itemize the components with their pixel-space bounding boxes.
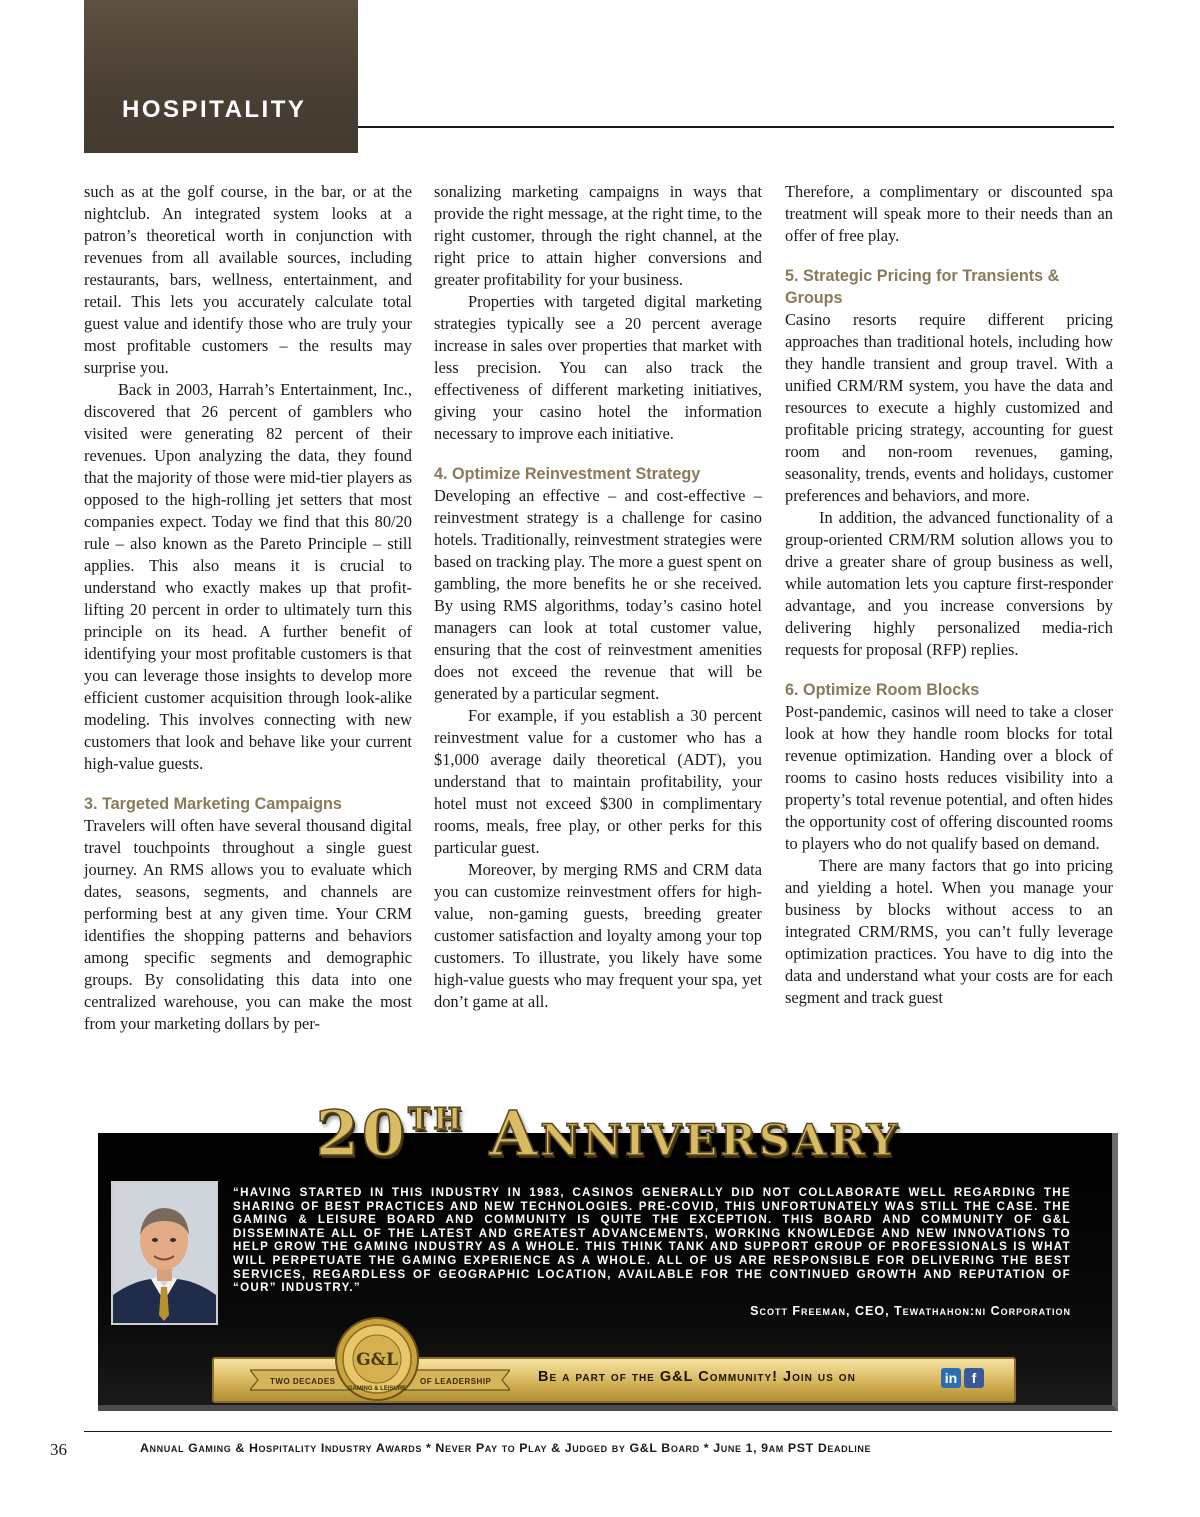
paragraph: Travelers will often have several thousand digital travel touchpoints throughout a single guest journey. An RMS allows you to evaluate which dates, seasons, segments, and channels are performing best at any given time. Your CRM identifies the shopping patterns and behaviors among specific segments and demographic groups. By consolidating this data into one centralized warehouse, you can make the most from your marketing dollars by per-: [84, 816, 412, 1033]
paragraph: Moreover, by merging RMS and CRM data you can customize reinvestment offers for high-value, non-gaming guests, breeding greater customer satisfaction and loyalty among your top customers. To illustrate, you likely have some high-value guests who may frequent your spa, yet don’t game at all.: [434, 860, 762, 1011]
paragraph: sonalizing marketing campaigns in ways that provide the right message, at the right time, to the right customer, through the right channel, at the right price to attain higher conversions and greater profitability for your business.: [434, 182, 762, 289]
column-2: [434, 181, 762, 1013]
paragraph: such as at the golf course, in the bar, or at the nightclub. An integrated system looks at a patron’s theoretical worth in conjunction with revenues from all available sources, including restaurants, bars, wellness, entertainment, and retail. This lets you accurately calculate total guest value and identify those who are truly your most profitable customers – the results may surprise you.: [84, 182, 412, 377]
gl-seal-icon: [334, 1316, 420, 1402]
page-number: 36: [50, 1440, 67, 1459]
portrait-illustration: [113, 1183, 216, 1323]
section-heading-strategic-pricing: 5. Strategic Pricing for Transients & Groups: [785, 267, 1060, 307]
section-tab: [84, 0, 358, 153]
title-suffix: TH: [407, 1102, 465, 1137]
anniversary-title: [238, 1082, 978, 1172]
paragraph: Casino resorts require different pricing approaches than traditional hotels, including how they handle transient and group travel. With a unified CRM/RM system, you have the data and resources to execute a highly customized and profitable pricing strategy, accounting for guest room and non-room revenues, gaming, seasonality, trends, events and holidays, customer preferences and behaviors, and more.: [785, 310, 1113, 505]
portrait-photo: [111, 1181, 218, 1325]
column-1: [84, 181, 412, 1035]
ribbon-right-text: OF LEADERSHIP: [420, 1377, 492, 1386]
seal-ring-text: GAMING & LEISURE: [347, 1386, 407, 1392]
community-cta: Be a part of the G&L Community! Join us on: [538, 1369, 856, 1385]
footer-rule: [84, 1431, 1112, 1432]
paragraph: Therefore, a complimentary or discounted spa treatment will speak more to their needs than an offer of free play.: [785, 182, 1113, 245]
paragraph: Back in 2003, Harrah’s Entertainment, Inc., discovered that 26 percent of gamblers who visited were generating 82 percent of their revenues. Upon analyzing the data, they found that the majority of those were mid-tier players as opposed to the high-rolling jet setters that most companies expect. Today we find that this 80/20 rule – also known as the Pareto Principle – still applies. This also means it is crucial to understand who exactly makes up that profit-lifting 20 percent in order to ultimately turn this principle on its head. A further benefit of identifying your most profitable customers is that you can leverage those insights to develop more efficient customer acquisition through look-alike modeling. This involves connecting with new customers that look and behave like your current high-value guests.: [84, 380, 412, 773]
paragraph: Properties with targeted digital marketing strategies typically see a 20 percent average increase in sales over properties that market with less precision. You can also track the effectiveness of different marketing initiatives, giving your casino hotel the information necessary to improve each initiative.: [434, 292, 762, 443]
seal-text: G&L: [356, 1350, 398, 1370]
ribbon-left-text: TWO DECADES: [270, 1377, 336, 1386]
section-heading-targeted-marketing: 3. Targeted Marketing Campaigns: [84, 795, 342, 813]
paragraph: In addition, the advanced functionality of a group-oriented CRM/RM solution allows you to drive a greater share of group business as well, while automation lets you capture first-responder advantage, and you increase conversions by delivering highly personalized media-rich requests for proposal (RFP) replies.: [785, 508, 1113, 659]
column-3: [785, 181, 1113, 1009]
linkedin-icon[interactable]: in: [941, 1368, 961, 1388]
paragraph: Developing an effective – and cost-effective – reinvestment strategy is a challenge for casino hotels. Traditionally, reinvestment strategies were based on tracking play. The more a guest spent on gambling, the more benefits he or she received. By using RMS algorithms, today’s casino hotel managers can look at total customer value, ensuring that the cost of reinvestment amenities does not exceed the revenue that will be generated by a particular segment.: [434, 486, 762, 703]
facebook-icon[interactable]: f: [964, 1368, 984, 1388]
section-heading-reinvestment: 4. Optimize Reinvestment Strategy: [434, 465, 701, 483]
testimonial-quote: “HAVING STARTED IN THIS INDUSTRY IN 1983, CASINOS GENERALLY DID NOT COLLABORATE WELL REGARDING THE SHARING OF BEST PRACTICES AND NEW TECHNOLOGIES. PRE-COVID, THIS UNFORTUNATELY WAS STILL THE CASE. THE GAMING & LEISURE BOARD AND COMMUNITY IS QUITE THE EXCEPTION. THIS BOARD AND COMMUNITY OF G&L DISSEMINATE ALL OF THE LATEST AND GREATEST ADVANCEMENTS, WORKING KNOWLEDGE AND NEW INNOVATIONS TO HELP GROW THE GAMING INDUSTRY AS A WHOLE. THIS THINK TANK AND SUPPORT GROUP OF PROFESSIONALS IS WHAT WILL PERPETUATE THE GAMING EXPERIENCE AS A WHOLE. ALL OF US ARE RESPONSIBLE FOR DELIVERING THE BEST SERVICES, REGARDLESS OF GEOGRAPHIC LOCATION, AVAILABLE FOR THE CONTINUED GROWTH AND REPUTATION OF “OUR” INDUSTRY.”: [233, 1186, 1071, 1295]
header-rule: [358, 126, 1114, 128]
title-number: 20: [315, 1097, 408, 1170]
title-word: Anniversary: [489, 1097, 901, 1170]
paragraph: For example, if you establish a 30 percent reinvestment value for a customer who has a $1,000 average daily theoretical (ADT), you understand that to maintain profitability, your hotel must not exceed $300 in complimentary rooms, meals, free play, or other perks for this particular guest.: [434, 706, 762, 857]
section-heading-room-blocks: 6. Optimize Room Blocks: [785, 681, 980, 699]
quote-attribution: Scott Freeman, CEO, Tewathahon:ni Corporation: [750, 1304, 1071, 1318]
paragraph: There are many factors that go into pricing and yielding a hotel. When you manage your business by blocks without access to an integrated CRM/RMS, you can’t fully leverage optimization practices. You have to dig into the data and understand what your costs are for each segment and track guest: [785, 856, 1113, 1007]
footer-text: Annual Gaming & Hospitality Industry Awards * Never Pay to Play & Judged by G&L Board * June 1, 9am PST Deadline: [140, 1441, 872, 1455]
section-label: HOSPITALITY: [122, 96, 307, 123]
paragraph: Post-pandemic, casinos will need to take a closer look at how they handle room blocks for total revenue optimization. Handing over a block of rooms to casino hosts reduces visibility into a property’s total revenue potential, and often hides the opportunity cost of offering discounted rooms to players who do not qualify based on demand.: [785, 702, 1113, 853]
